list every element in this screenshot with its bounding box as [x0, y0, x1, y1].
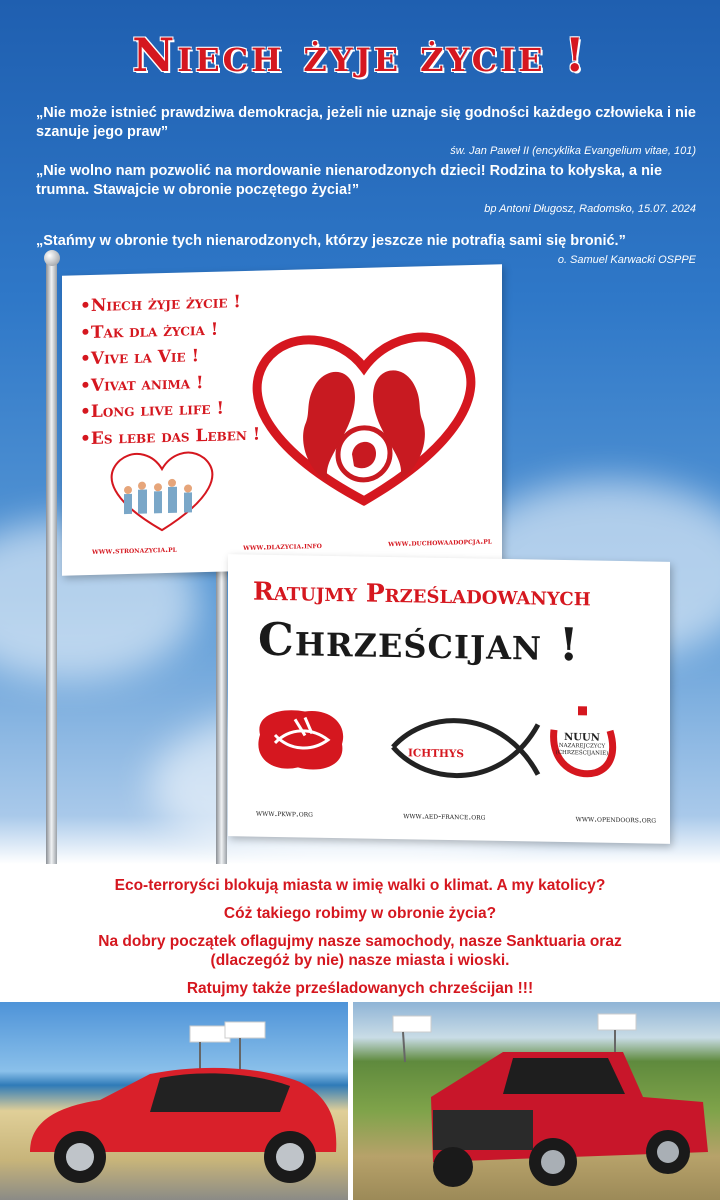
cta-line: Cóż takiego robimy w obronie życia?	[223, 905, 497, 922]
quote-text: „Nie może istnieć prawdziwa demokracja, jeżeli nie uznaje się godności każdego człowieka i nie szanuje jego praw”	[36, 105, 696, 140]
url-row	[92, 537, 492, 557]
mother-child-heart-icon	[244, 323, 484, 509]
flag-heading: Ratujmy Prześladowanych	[253, 576, 591, 612]
url-link[interactable]: www.dlazycia.info	[243, 540, 322, 554]
url-link[interactable]: www.opendoors.org	[575, 814, 656, 826]
slogan: • Es lebe das Leben !	[80, 421, 260, 452]
url-link[interactable]: www.stronazycia.pl	[92, 544, 177, 557]
flag-big-title: Chrześcijan !	[258, 612, 580, 672]
call-to-action	[0, 876, 720, 1007]
url-link[interactable]: www.duchowaadopcja.pl	[388, 536, 492, 550]
flag-pole	[216, 540, 227, 864]
nuun-badge	[546, 732, 618, 758]
url-link[interactable]: www.pkwp.org	[256, 808, 313, 820]
slogan: • Vivat anima !	[80, 368, 260, 399]
url-link[interactable]: www.aed-france.org	[403, 811, 486, 823]
pro-life-flag	[62, 264, 502, 576]
slogan: • Niech żyje życie !	[80, 289, 260, 320]
url-row	[256, 809, 656, 826]
quote-author: bp Antoni Długosz, Radomsko, 15.07. 2024	[484, 203, 696, 215]
slogan-list	[80, 289, 260, 453]
persecuted-christians-flag	[228, 554, 670, 844]
quote-2	[36, 162, 696, 215]
quote-3	[36, 232, 696, 266]
red-fish-blob-icon	[250, 705, 350, 777]
red-pickup-photo	[353, 1002, 720, 1200]
cta-line: Eco-terroryści blokują miasta w imię walki o klimat. A my katolicy?	[114, 877, 606, 894]
cta-line: Ratujmy także prześladowanych chrześcijan !!!	[186, 980, 534, 997]
hatchback-car-icon	[0, 1002, 348, 1200]
quote-author: św. Jan Paweł II (encyklika Evangelium vitae, 101)	[450, 145, 696, 157]
pole-knob	[44, 250, 60, 266]
cta-line: Na dobry początek oflagujmy nasze samochody, nasze Sanktuaria oraz (dlaczegóż by nie) nasze miasta i wioski.	[98, 933, 622, 969]
slogan: • Long live life !	[80, 395, 260, 426]
pickup-truck-icon	[353, 1002, 720, 1200]
slogan: • Tak dla życia !	[80, 315, 260, 346]
red-hatchback-photo	[0, 1002, 348, 1200]
quote-1	[36, 104, 696, 157]
nuun-subtitle: NAZAREJCZYCY (CHRZEŚCIJANIE)	[555, 742, 609, 757]
ichthys-label: ICHTHYS	[408, 747, 465, 761]
quote-author: o. Samuel Karwacki OSPPE	[557, 254, 696, 266]
quote-text: „Nie wolno nam pozwolić na mordowanie nienarodzonych dzieci! Rodzina to kołyska, a nie trumna. Stawajcie w obronie poczętego życia!”	[36, 163, 663, 198]
page-title: Niech żyje życie !	[132, 28, 588, 82]
flag-pole	[46, 258, 57, 864]
slogan: • Vive la Vie !	[80, 342, 260, 373]
nuun-label: NUUN	[564, 732, 600, 744]
family-heart-icon	[102, 444, 222, 537]
quote-text: „Stańmy w obronie tych nienarodzonych, którzy jeszcze nie potrafią sami się bronić.”	[36, 233, 626, 249]
